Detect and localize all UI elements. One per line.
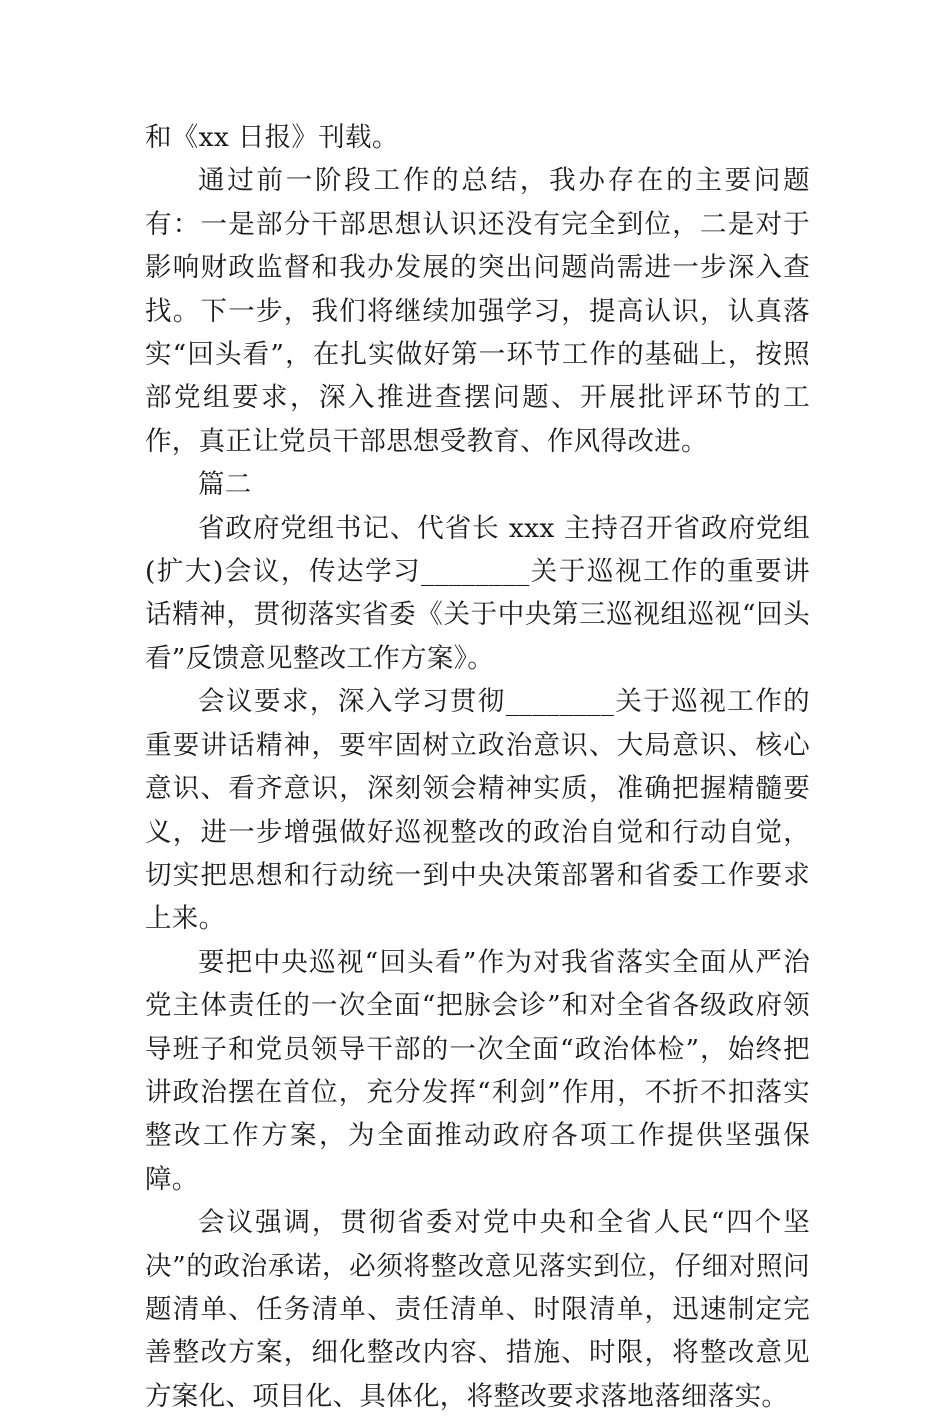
paragraph-continuation: 和《xx 日报》刊载。: [145, 122, 399, 153]
paragraph-meeting-emphasis: 会议强调，贯彻省委对党中央和全省人民“四个坚决”的政治承诺，必须将整改意见落实到位，仔细对照问题清单、任务清单、责任清单、时限清单，迅速制定完善整改方案，细化整改内容、措施、时限，将整改意见方案化、项目化、具体化，将整改要求落地落细落实。: [145, 1207, 810, 1412]
paragraph-inspection-review: 要把中央巡视“回头看”作为对我省落实全面从严治党主体责任的一次全面“把脉会诊”和对全省各级政府领导班子和党员领导干部的一次全面“政治体检”，始终把讲政治摆在首位，充分发挥“利剑”作用，不折不扣落实整改工作方案，为全面推动政府各项工作提供坚强保障。: [145, 946, 810, 1195]
document-body: [145, 116, 810, 1418]
section-heading: 篇二: [198, 469, 252, 501]
paragraph-meeting-intro: 省政府党组书记、代省长 xxx 主持召开省政府党组(扩大)会议，传达学习________关于巡视工作的重要讲话精神，贯彻落实省委《关于中央第三巡视组巡视“回头看”反馈意见整改工作方案》。: [145, 512, 811, 674]
paragraph-meeting-requirements: 会议要求，深入学习贯彻________关于巡视工作的重要讲话精神，要牢固树立政治意识、大局意识、核心意识、看齐意识，深刻领会精神实质，准确把握精髓要义，进一步增强做好巡视整改的政治自觉和行动自觉，切实把思想和行动统一到中央决策部署和省委工作要求上来。: [145, 686, 810, 935]
paragraph-main-problems: 通过前一阶段工作的总结，我办存在的主要问题有：一是部分干部思想认识还没有完全到位，二是对于影响财政监督和我办发展的突出问题尚需进一步深入查找。下一步，我们将继续加强学习，提高认识，认真落实“回头看”，在扎实做好第一环节工作的基础上，按照部党组要求，深入推进查摆问题、开展批评环节的工作，真正让党员干部思想受教育、作风得改进。: [145, 165, 810, 457]
